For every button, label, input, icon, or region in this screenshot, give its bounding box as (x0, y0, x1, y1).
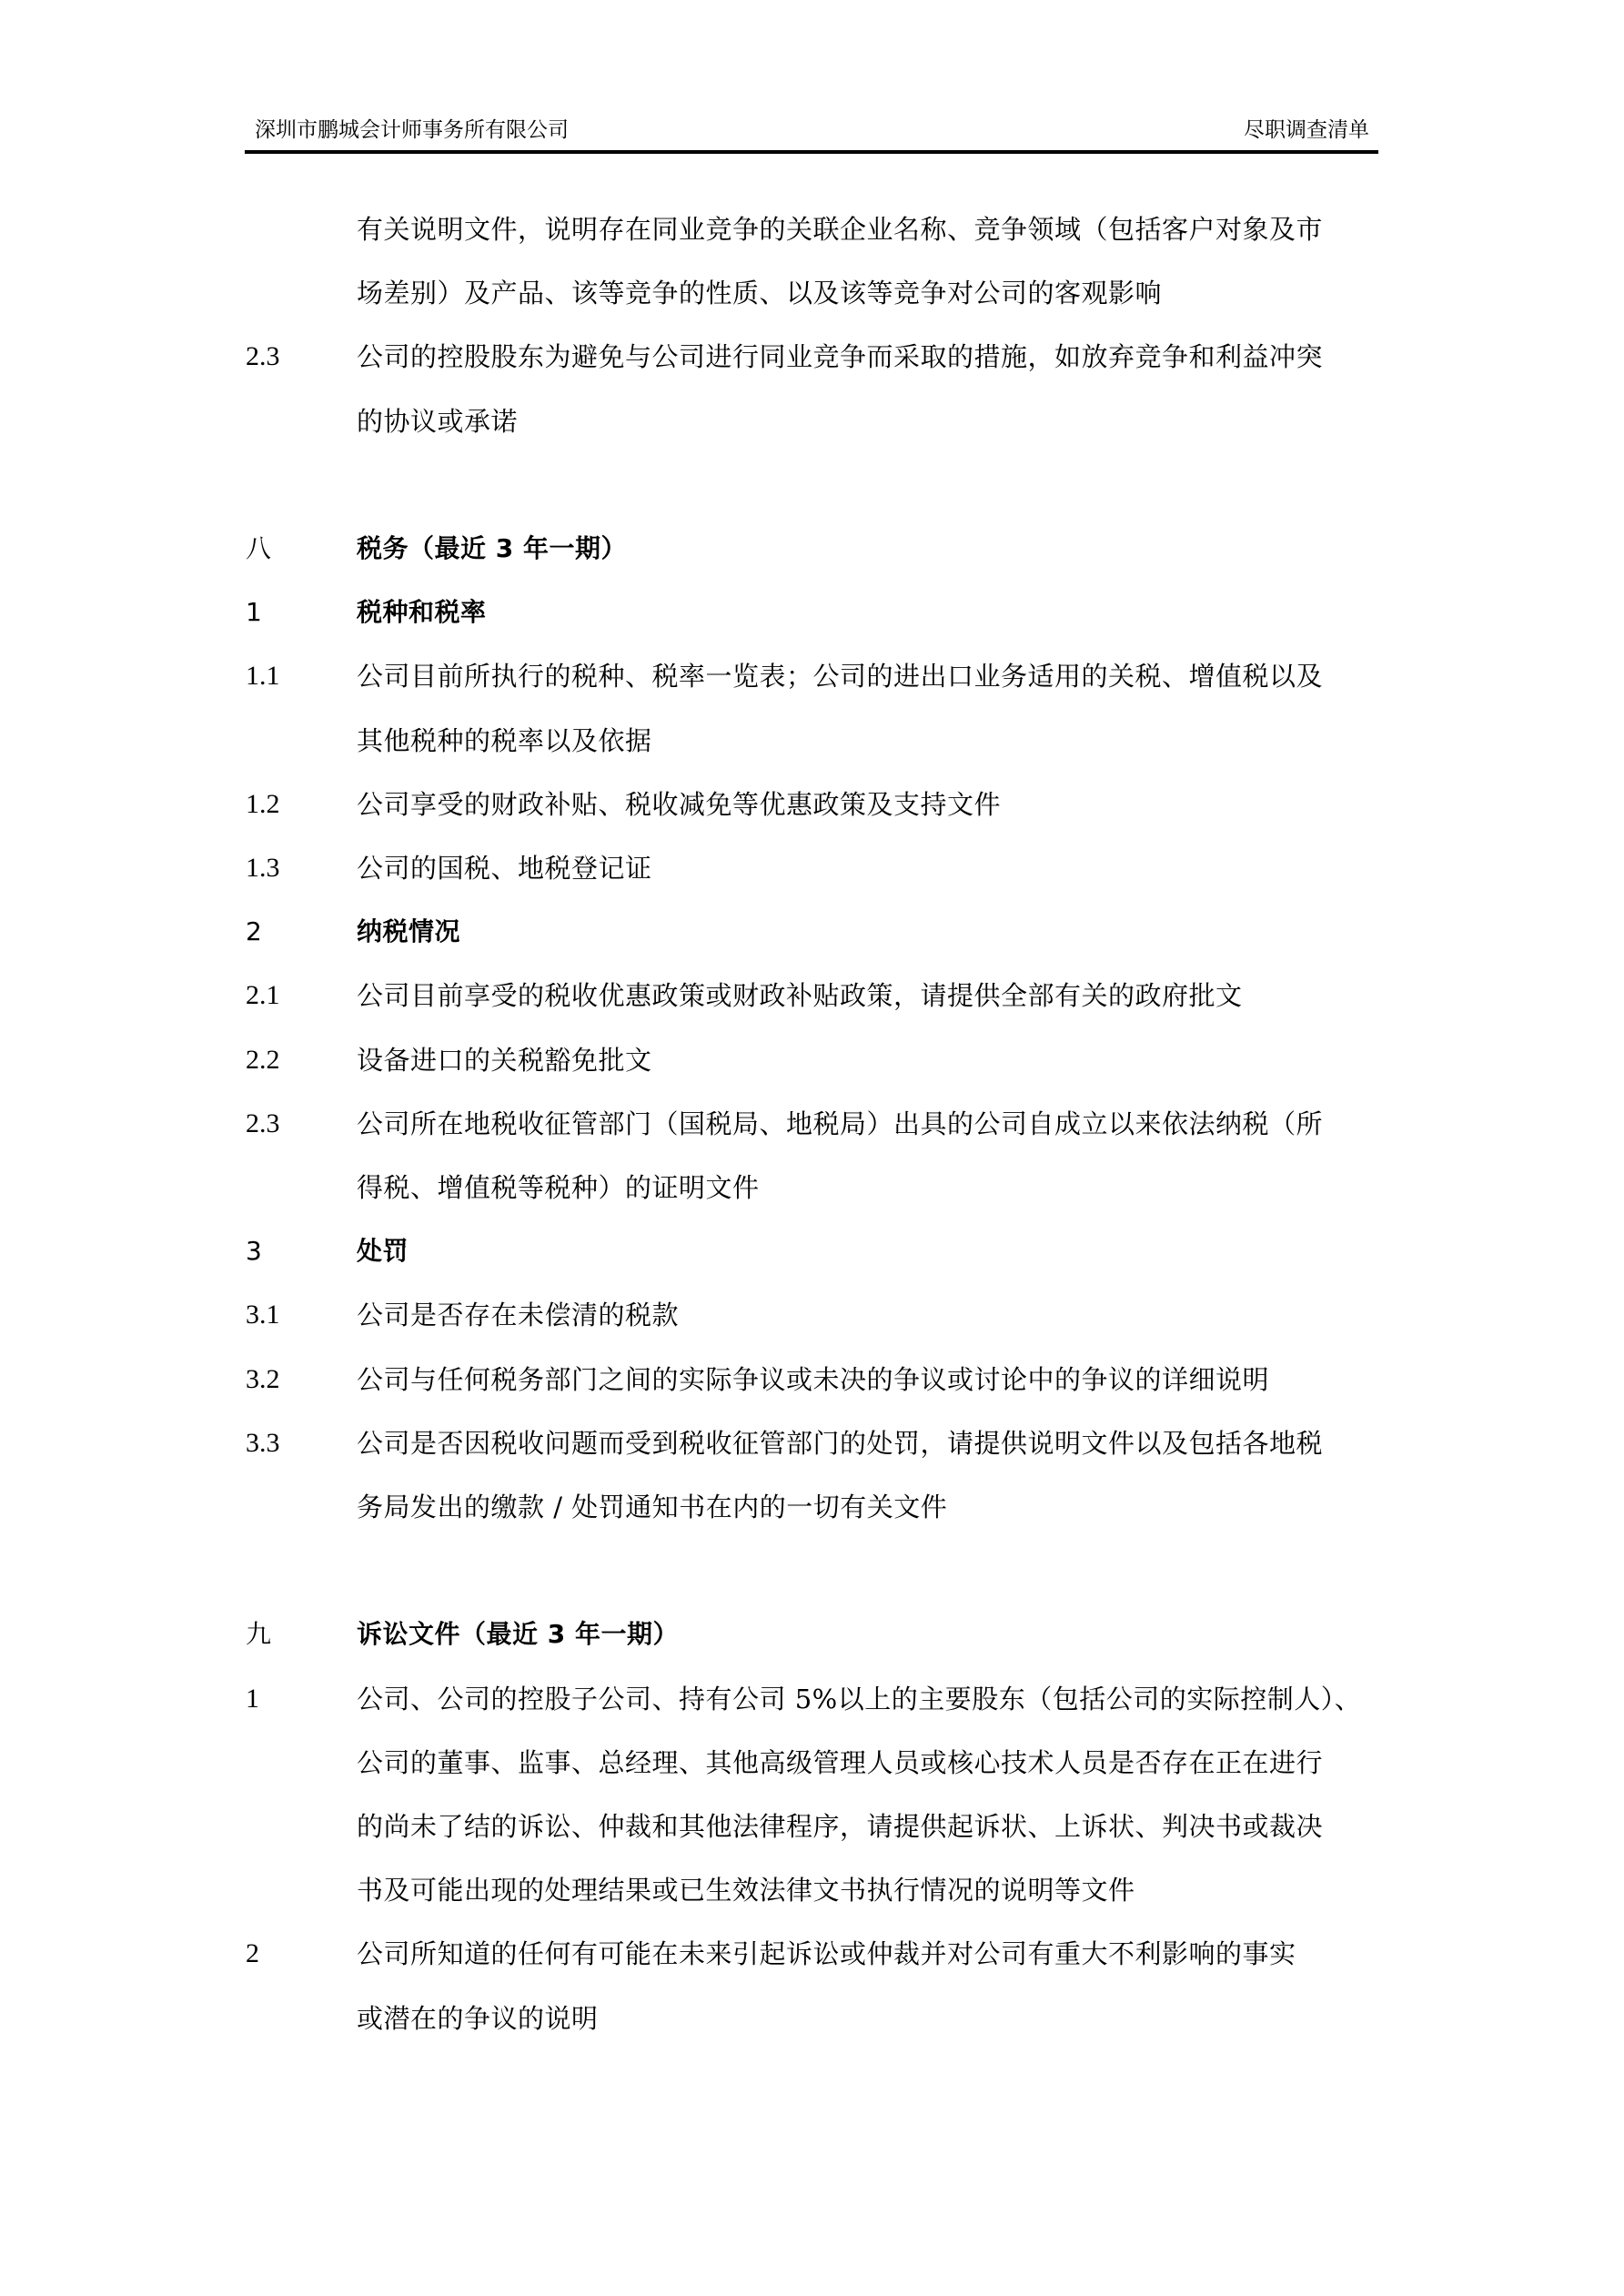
header-rule (245, 150, 1378, 154)
item-number: 2.3 (246, 1108, 280, 1138)
list-item-line (0, 982, 1624, 1046)
section-heading-text: 诉讼文件（最近 3 年一期） (357, 1619, 679, 1650)
item-text: 务局发出的缴款 / 处罚通知书在内的一切有关文件 (357, 1492, 948, 1522)
item-number: 2.1 (246, 980, 280, 1011)
list-item-line (0, 1301, 1624, 1365)
blank-line (0, 1557, 1624, 1621)
item-number: 九 (246, 1619, 272, 1650)
item-text: 公司的董事、监事、总经理、其他高级管理人员或核心技术人员是否存在正在进行 (357, 1746, 1324, 1778)
item-text: 其他税种的税率以及依据 (357, 724, 652, 756)
list-item-line (0, 1493, 1624, 1557)
item-number: 1.1 (246, 661, 280, 692)
list-item-line (0, 216, 1624, 279)
item-text: 公司的控股股东为避免与公司进行同业竞争而采取的措施，如放弃竞争和利益冲突 (357, 341, 1324, 373)
item-text: 公司目前所执行的税种、税率一览表；公司的进出口业务适用的关税、增值税以及 (357, 661, 1324, 693)
item-text: 公司与任何税务部门之间的实际争议或未决的争议或讨论中的争议的详细说明 (357, 1363, 1270, 1395)
item-number: 3 (246, 1236, 262, 1267)
list-item-line (0, 788, 1624, 855)
item-text: 公司所在地税收征管部门（国税局、地税局）出具的公司自成立以来依法纳税（所 (357, 1108, 1324, 1139)
section-heading-row (0, 1238, 1624, 1301)
list-item-line (0, 343, 1624, 407)
list-item-line (0, 1427, 1624, 1493)
section-heading-row (0, 535, 1624, 599)
item-text: 的尚未了结的诉讼、仲裁和其他法律程序，请提供起诉状、上诉状、判决书或裁决 (357, 1811, 1324, 1842)
item-text: 设备进口的关税豁免批文 (357, 1044, 652, 1076)
item-text: 公司享受的财政补贴、税收减免等优惠政策及支持文件 (357, 788, 1002, 820)
item-text: 公司所知道的任何有可能在未来引起诉讼或仲裁并对公司有重大不利影响的事实 (357, 1938, 1296, 1970)
list-item-line (0, 1110, 1624, 1174)
list-item-line (0, 405, 1624, 471)
item-number: 2.3 (246, 341, 280, 372)
list-item-line (0, 1174, 1624, 1238)
item-number: 1 (246, 1683, 259, 1714)
item-number: 八 (246, 533, 272, 563)
list-item-line (0, 1746, 1624, 1813)
item-number: 2 (246, 1938, 259, 1969)
item-number: 3.1 (246, 1300, 280, 1330)
list-item-line (0, 1363, 1624, 1430)
list-item-line (0, 855, 1624, 918)
list-item-line (0, 663, 1624, 726)
list-item-line (0, 1685, 1624, 1749)
item-number: 2 (246, 916, 262, 947)
list-item-line (0, 1813, 1624, 1876)
section-heading-text: 税务（最近 3 年一期） (357, 533, 627, 563)
item-text: 公司是否因税收问题而受到税收征管部门的处罚，请提供说明文件以及包括各地税 (357, 1427, 1324, 1459)
item-text: 得税、增值税等税种）的证明文件 (357, 1172, 760, 1203)
item-number: 1 (246, 597, 262, 628)
section-heading-row (0, 599, 1624, 663)
list-item-line (0, 724, 1624, 791)
item-text: 公司、公司的控股子公司、持有公司 5%以上的主要股东（包括公司的实际控制人）、 (357, 1683, 1362, 1714)
blank-line (0, 471, 1624, 535)
list-item-line (0, 1940, 1624, 2004)
item-text: 或潜在的争议的说明 (357, 2002, 599, 2034)
item-number: 3.3 (246, 1427, 280, 1458)
section-heading-text: 处罚 (357, 1236, 409, 1267)
section-heading-row (0, 918, 1624, 982)
item-text: 书及可能出现的处理结果或已生效法律文书执行情况的说明等文件 (357, 1875, 1135, 1907)
section-heading-text: 纳税情况 (357, 916, 461, 947)
section-heading-text: 税种和税率 (357, 597, 487, 628)
item-text: 公司的国税、地税登记证 (357, 853, 652, 884)
item-text: 公司目前享受的税收优惠政策或财政补贴政策，请提供全部有关的政府批文 (357, 980, 1243, 1012)
list-item-line (0, 1044, 1624, 1110)
item-text: 公司是否存在未偿清的税款 (357, 1300, 680, 1331)
item-text: 的协议或承诺 (357, 405, 519, 437)
header-company-name: 深圳市鹏城会计师事务所有限公司 (255, 118, 569, 142)
section-heading-row (0, 1621, 1624, 1684)
item-number: 2.2 (246, 1044, 280, 1075)
list-item-line (0, 2002, 1624, 2068)
item-number: 1.3 (246, 853, 280, 883)
item-text: 有关说明文件，说明存在同业竞争的关联企业名称、竞争领域（包括客户对象及市 (357, 214, 1324, 245)
list-item-line (0, 1876, 1624, 1940)
header-document-title: 尽职调查清单 (1244, 118, 1369, 142)
item-number: 3.2 (246, 1363, 280, 1394)
item-number: 1.2 (246, 788, 280, 819)
list-item-line (0, 279, 1624, 343)
item-text: 场差别）及产品、该等竞争的性质、以及该等竞争对公司的客观影响 (357, 278, 1163, 309)
